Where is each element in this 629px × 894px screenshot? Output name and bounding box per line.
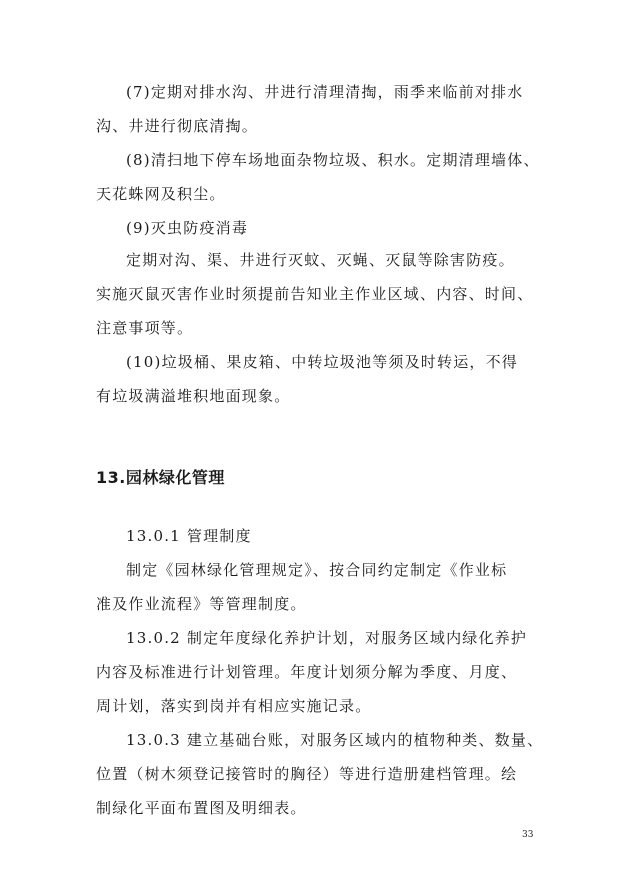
subsection-13-0-1-line-1: 制定《园林绿化管理规定》、按合同约定制定《作业标 [126,561,508,579]
item-9-line-1: 定期对沟、渠、井进行灭蚊、灭蝇、灭鼠等除害防疫。 [126,251,515,269]
section-13-heading: 13.园林绿化管理 [96,468,225,487]
item-9-line-2: 实施灭鼠灭害作业时须提前告知业主作业区域、内容、时间、 [96,285,534,303]
item-7-line-2: 沟、井进行彻底清掏。 [96,117,259,135]
subsection-13-0-3-line-2: 位置（树木须登记接管时的胸径）等进行造册建档管理。绘 [96,765,518,783]
item-10-line-2: 有垃圾满溢堆积地面现象。 [96,387,291,405]
item-10-line-1: (10)垃圾桶、果皮箱、中转垃圾池等须及时转运，不得 [126,353,518,371]
subsection-13-0-1-title: 13.0.1 管理制度 [126,527,252,545]
subsection-13-0-2-line-1: 13.0.2 制定年度绿化养护计划，对服务区域内绿化养护 [126,629,528,647]
subsection-13-0-1-line-2: 准及作业流程》等管理制度。 [96,595,307,613]
subsection-13-0-2-line-3: 周计划，落实到岗并有相应实施记录。 [96,697,372,715]
subsection-13-0-3-line-1: 13.0.3 建立基础台账，对服务区域内的植物种类、数量、 [126,731,544,749]
subsection-13-0-3-line-3: 制绿化平面布置图及明细表。 [96,799,307,817]
item-7-line-1: (7)定期对排水沟、井进行清理清掏，雨季来临前对排水 [126,83,524,101]
item-9-title: (9)灭虫防疫消毒 [126,219,249,237]
item-8-line-2: 天花蛛网及积尘。 [96,185,226,203]
item-9-line-3: 注意事项等。 [96,319,194,337]
page-number: 33 [522,830,534,840]
subsection-13-0-2-line-2: 内容及标准进行计划管理。年度计划须分解为季度、月度、 [96,663,518,681]
item-8-line-1: (8)清扫地下停车场地面杂物垃圾、积水。定期清理墙体、 [126,151,540,169]
